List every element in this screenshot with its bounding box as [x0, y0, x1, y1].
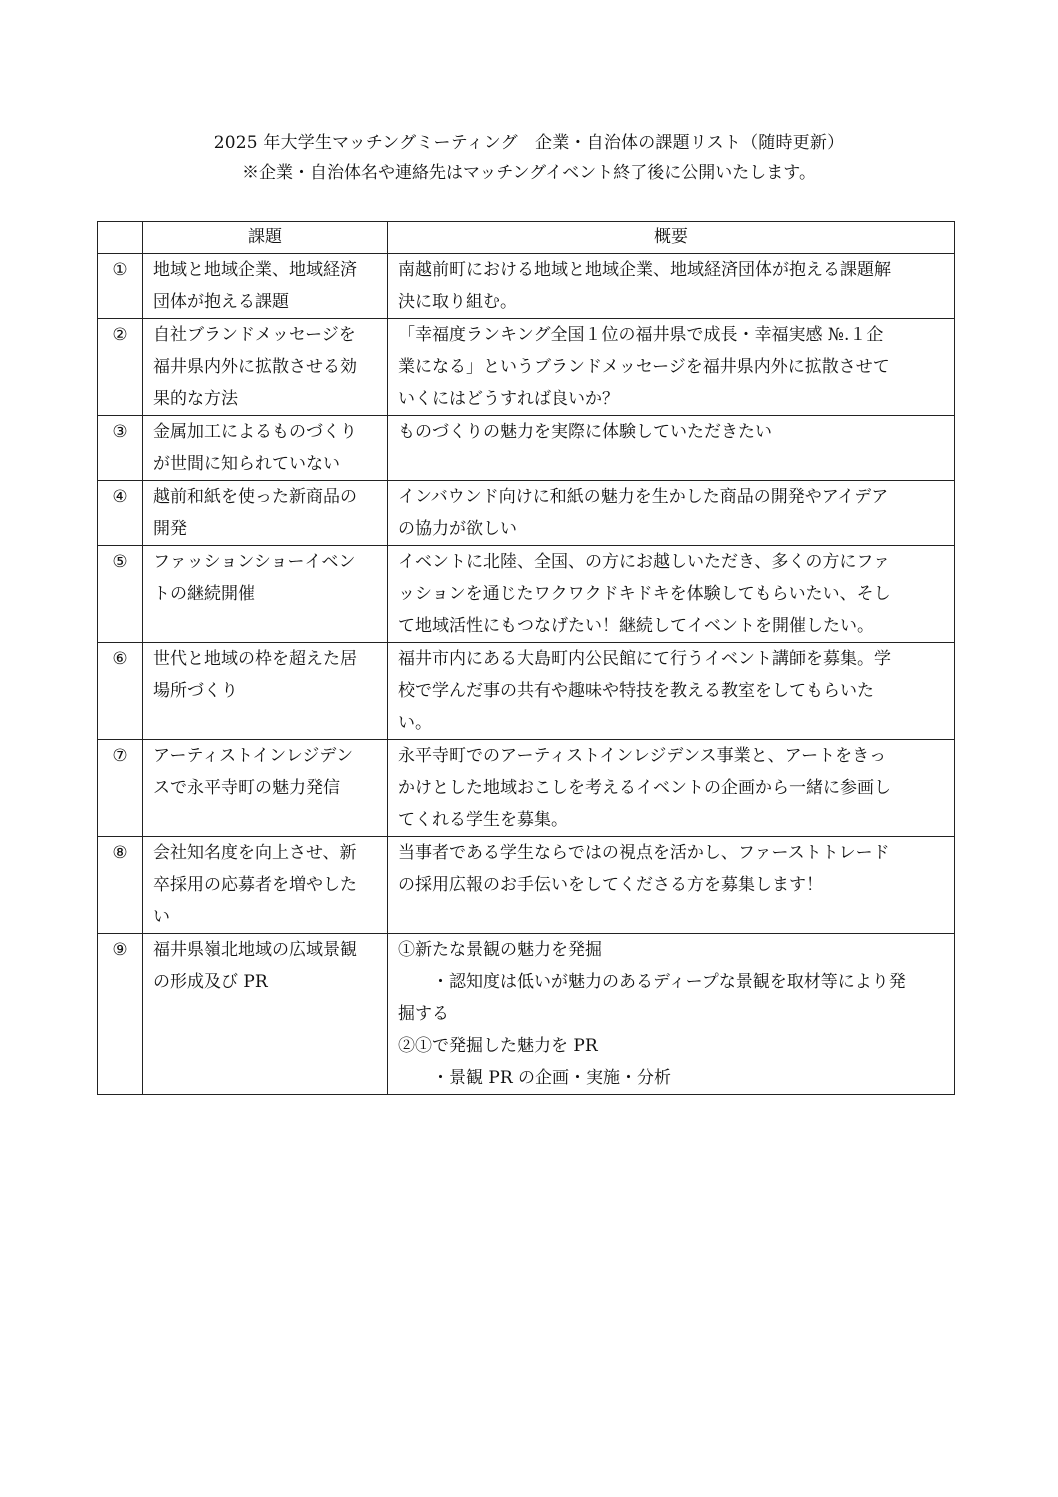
summary-line: て地域活性にもつなげたい！継続してイベントを開催したい。 [398, 616, 874, 636]
issue-line: トの継続開催 [153, 584, 255, 604]
issue-line: 会社知名度を向上させ、新 [153, 843, 357, 863]
table-row [98, 740, 955, 837]
document-note: ※企業・自治体名や連絡先はマッチングイベント終了後に公開いたします。 [242, 163, 816, 183]
summary-cell [388, 740, 955, 837]
issue-line: 地域と地域企業、地域経済 [153, 260, 357, 280]
document-title: 2025 年大学生マッチングミーティング 企業・自治体の課題リスト（随時更新） [213, 133, 845, 153]
header-summary: 概要 [388, 222, 955, 254]
summary-cell [388, 319, 955, 416]
table-header-row [98, 222, 955, 254]
summary-line: ッションを通じたワクワクドキドキを体験してもらいたい、そし [398, 584, 891, 604]
row-number: ⑧ [98, 837, 143, 934]
summary-line: いくにはどうすれば良いか？ [398, 389, 619, 409]
summary-line: の協力が欲しい [398, 519, 517, 539]
issues-table-body [98, 254, 955, 1095]
summary-line: 当事者である学生ならではの視点を活かし、ファーストトレード [398, 843, 890, 863]
summary-cell [388, 254, 955, 319]
row-number: ④ [98, 481, 143, 546]
issue-line: 団体が抱える課題 [153, 292, 289, 312]
row-number: ⑨ [98, 934, 143, 1095]
issue-line: 世代と地域の枠を超えた居 [153, 649, 357, 669]
issue-line: 開発 [153, 519, 187, 539]
table-row [98, 319, 955, 416]
summary-line: 掘する [398, 1004, 449, 1024]
issue-line: 福井県内外に拡散させる効 [153, 357, 357, 377]
table-row [98, 416, 955, 481]
summary-line: ②①で発掘した魅力を PR [398, 1036, 598, 1056]
summary-cell [388, 934, 955, 1095]
header-issue: 課題 [143, 222, 388, 254]
row-number: ② [98, 319, 143, 416]
issue-line: 卒採用の応募者を増やした [153, 875, 357, 895]
table-row [98, 643, 955, 740]
summary-line: イベントに北陸、全国、の方にお越しいただき、多くの方にファ [398, 552, 890, 572]
issue-cell [143, 546, 388, 643]
summary-line: 永平寺町でのアーティストインレジデンス事業と、アートをきっ [398, 746, 887, 766]
summary-line: 校で学んだ事の共有や趣味や特技を教える教室をしてもらいた [398, 681, 874, 701]
summary-line: 業になる」というブランドメッセージを福井県内外に拡散させて [398, 357, 890, 377]
issue-line: スで永平寺町の魅力発信 [153, 778, 340, 798]
row-number: ⑦ [98, 740, 143, 837]
row-number: ① [98, 254, 143, 319]
issues-table [97, 221, 955, 1095]
issue-cell [143, 319, 388, 416]
issue-line: 金属加工によるものづくり [153, 422, 357, 442]
summary-line: ①新たな景観の魅力を発掘 [398, 940, 602, 960]
summary-line: 決に取り組む。 [398, 292, 517, 312]
issue-line: 福井県嶺北地域の広域景観 [153, 940, 357, 960]
summary-cell [388, 546, 955, 643]
summary-line: インバウンド向けに和紙の魅力を生かした商品の開発やアイデア [398, 487, 889, 507]
issue-cell [143, 837, 388, 934]
summary-line: ものづくりの魅力を実際に体験していただきたい [398, 422, 772, 442]
issue-line: い [153, 907, 170, 927]
issue-line: 自社ブランドメッセージを [153, 325, 356, 345]
table-row [98, 934, 955, 1095]
summary-line: 「幸福度ランキング全国１位の福井県で成長・幸福実感 №.１企 [398, 325, 884, 345]
issue-line: 果的な方法 [153, 389, 238, 409]
issue-line: の形成及び PR [153, 972, 268, 992]
summary-cell [388, 481, 955, 546]
summary-cell [388, 837, 955, 934]
summary-line: かけとした地域おこしを考えるイベントの企画から一緒に参画し [398, 778, 891, 798]
issue-cell [143, 740, 388, 837]
header-number [98, 222, 143, 254]
issue-cell [143, 934, 388, 1095]
issue-line: アーティストインレジデン [153, 746, 354, 766]
summary-line: い。 [398, 713, 432, 733]
table-row [98, 481, 955, 546]
issue-line: が世間に知られていない [153, 454, 340, 474]
row-number: ③ [98, 416, 143, 481]
issue-cell [143, 481, 388, 546]
issue-cell [143, 416, 388, 481]
issue-line: 場所づくり [153, 681, 238, 701]
summary-line: ・景観 PR の企画・実施・分析 [432, 1068, 672, 1088]
table-row [98, 837, 955, 934]
table-row [98, 254, 955, 319]
row-number: ⑥ [98, 643, 143, 740]
summary-line: 南越前町における地域と地域企業、地域経済団体が抱える課題解 [398, 260, 891, 280]
table-row [98, 546, 955, 643]
summary-cell [388, 416, 955, 481]
issue-line: 越前和紙を使った新商品の [153, 487, 357, 507]
summary-line: てくれる学生を募集。 [398, 810, 568, 830]
issue-cell [143, 254, 388, 319]
summary-line: の採用広報のお手伝いをしてくださる方を募集します！ [398, 875, 823, 895]
summary-cell [388, 643, 955, 740]
summary-line: 福井市内にある大島町内公民館にて行うイベント講師を募集。学 [398, 649, 891, 669]
issue-cell [143, 643, 388, 740]
row-number: ⑤ [98, 546, 143, 643]
summary-line: ・認知度は低いが魅力のあるディープな景観を取材等により発 [432, 972, 906, 992]
issue-line: ファッションショーイベン [153, 552, 356, 572]
